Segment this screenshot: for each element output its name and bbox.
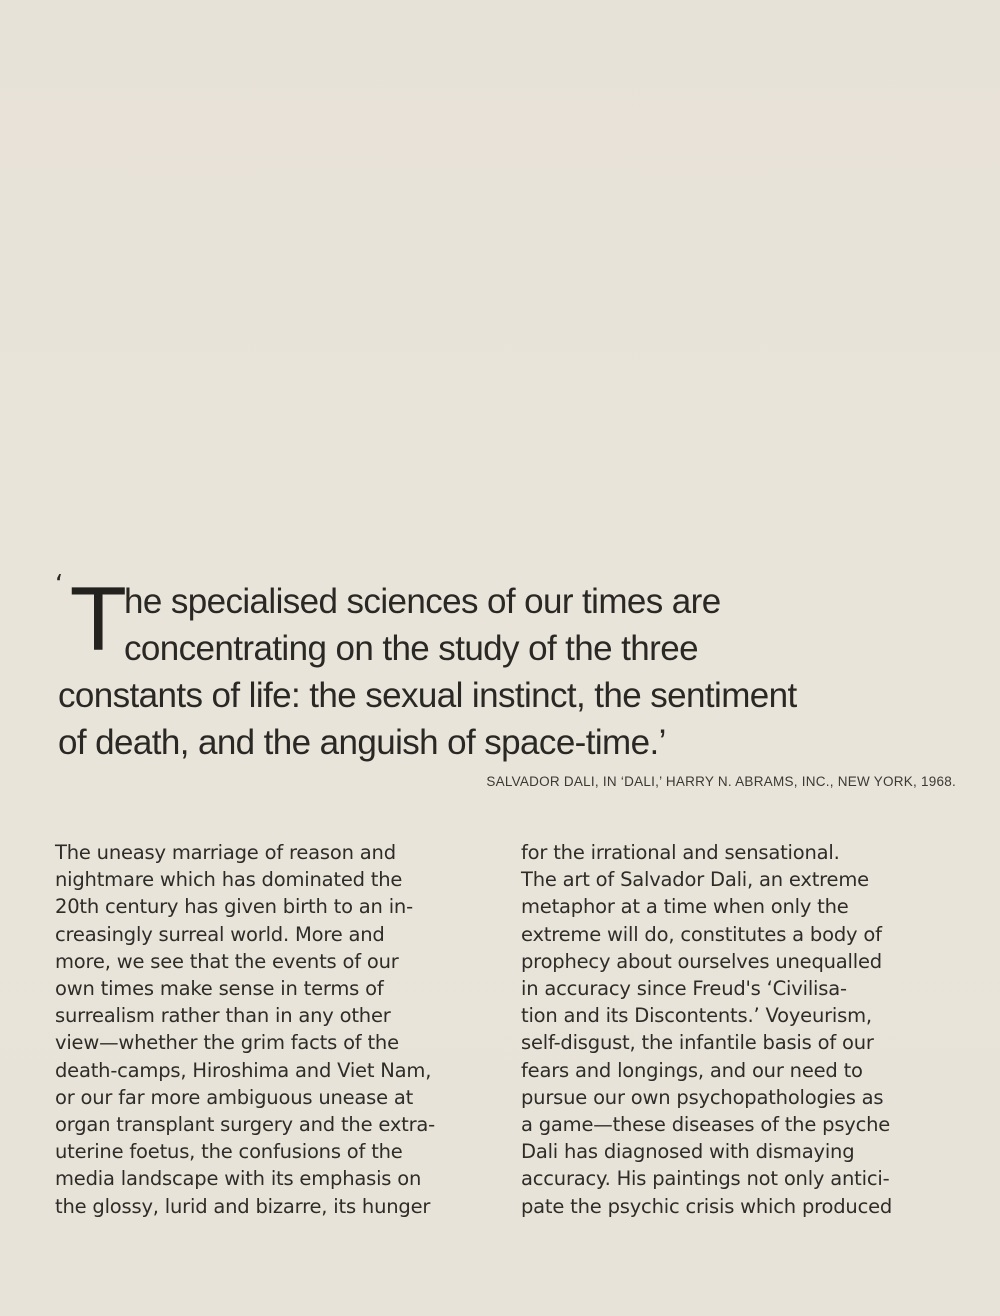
body-text-line: media landscape with its emphasis on xyxy=(55,1167,422,1191)
body-text-line: fears and longings, and our need to xyxy=(521,1058,863,1082)
body-text-line: metaphor at a time when only the xyxy=(521,895,849,919)
body-text-line: or our far more ambiguous unease at xyxy=(55,1085,414,1109)
opening-quote-mark: ‘ xyxy=(55,570,63,600)
body-text-line: tion and its Discontents.’ Voyeurism, xyxy=(521,1004,872,1028)
quote-line: he specialised sciences of our times are xyxy=(124,582,721,621)
body-text-line: view—whether the grim facts of the xyxy=(55,1031,399,1055)
quote-line: of death, and the anguish of space-time.’ xyxy=(58,723,666,762)
body-text-line: in accuracy since Freud's ‘Civilisa- xyxy=(521,977,847,1001)
body-text-line: 20th century has given birth to an in- xyxy=(55,895,413,919)
body-text-line: the glossy, lurid and bizarre, its hunger xyxy=(55,1194,431,1218)
body-text-line: death-camps, Hiroshima and Viet Nam, xyxy=(55,1058,432,1082)
body-text-line: creasingly surreal world. More and xyxy=(55,922,385,946)
body-text-line: organ transplant surgery and the extra- xyxy=(55,1113,436,1137)
drop-cap-letter: T xyxy=(72,571,124,671)
body-text-line: prophecy about ourselves unequalled xyxy=(521,949,882,973)
body-text-line: more, we see that the events of our xyxy=(55,949,399,973)
body-text-line: surrealism rather than in any other xyxy=(55,1004,391,1028)
body-column-left xyxy=(55,839,495,1220)
body-column-right xyxy=(521,839,961,1220)
body-text-line: for the irrational and sensational. xyxy=(521,841,840,864)
body-text-line: pursue our own psychopathologies as xyxy=(521,1085,884,1109)
body-text-line: The art of Salvador Dali, an extreme xyxy=(521,868,869,892)
body-text-line: The uneasy marriage of reason and xyxy=(55,841,396,864)
quote-line: concentrating on the study of the three xyxy=(124,629,698,668)
body-text-line: accuracy. His paintings not only antici- xyxy=(521,1167,890,1191)
body-text-line: self-disgust, the infantile basis of our xyxy=(521,1031,874,1055)
quote-line: constants of life: the sexual instinct, the sentiment xyxy=(58,676,797,715)
body-text-line: a game—these diseases of the psyche xyxy=(521,1113,891,1137)
epigraph-quote xyxy=(55,570,958,766)
body-text-line: uterine foetus, the confusions of the xyxy=(55,1140,403,1164)
body-text-line: nightmare which has dominated the xyxy=(55,868,403,892)
body-text-line: Dali has diagnosed with dismaying xyxy=(521,1140,855,1164)
body-text-line: own times make sense in terms of xyxy=(55,977,384,1001)
body-text-line: pate the psychic crisis which produced xyxy=(521,1194,893,1218)
body-text-line: extreme will do, constitutes a body of xyxy=(521,922,882,946)
quote-attribution: SALVADOR DALI, IN ‘DALI,’ HARRY N. ABRAMS, INC., NEW YORK, 1968. xyxy=(486,774,956,789)
